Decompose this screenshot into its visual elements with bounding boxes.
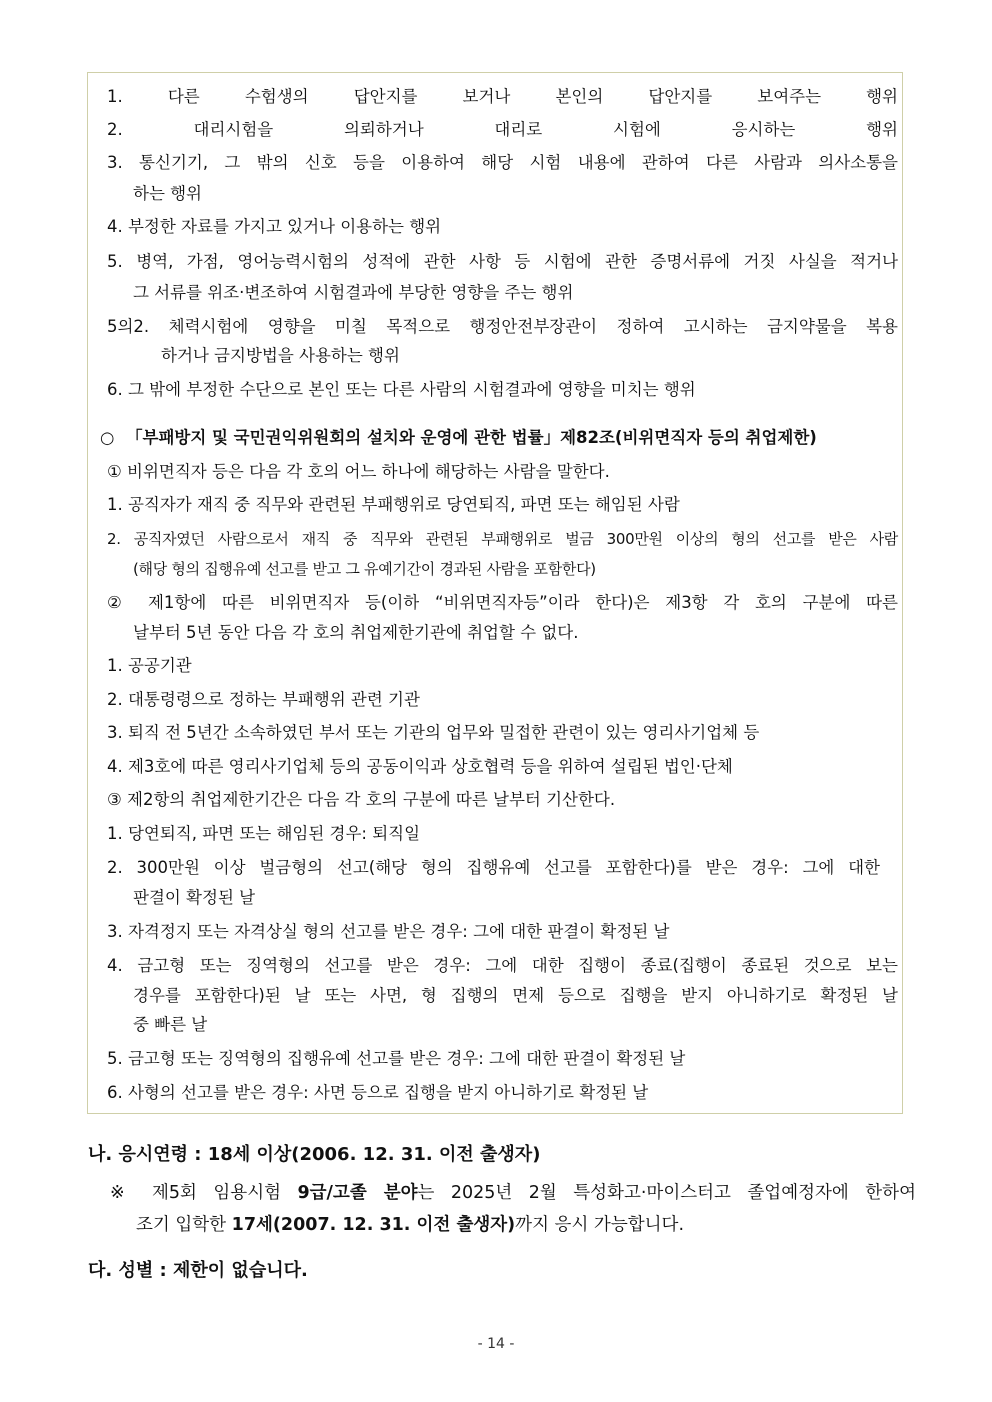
- law-line: 2. 대통령령으로 정하는 부패행위 관련 기관: [107, 690, 420, 709]
- law-line: 중 빠른 날: [133, 1015, 208, 1034]
- note-mark: ※: [110, 1183, 136, 1203]
- law-heading: [100, 424, 898, 452]
- law-line: 4. 제3호에 따른 영리사기업체 등의 공동이익과 상호협력 등을 위하여 설립된 법인·단체: [107, 757, 733, 776]
- law-line: 3. 퇴직 전 5년간 소속하였던 부서 또는 기관의 업무와 밀접한 관련이 있는 영리사기업체 등: [107, 723, 760, 742]
- box-line: 그 서류를 위조·변조하여 시험결과에 부당한 영향을 주는 행위: [133, 283, 574, 302]
- note-emphasis: 17세(2007. 12. 31. 이전 출생자): [231, 1215, 516, 1235]
- law-line: 1. 당연퇴직, 파면 또는 해임된 경우: 퇴직일: [107, 824, 421, 843]
- section-age-heading: 나. 응시연령 : 18세 이상(2006. 12. 31. 이전 출생자): [88, 1144, 541, 1165]
- box-line: 2. 대리시험을 의뢰하거나 대리로 시험에 응시하는 행위: [107, 120, 898, 139]
- law-line: 2. 공직자였던 사람으로서 재직 중 직무와 관련된 부패행위로 벌금 300만원 이상의 형의 선고를 받은 사람: [107, 530, 898, 548]
- box-line: 1. 다른 수험생의 답안지를 보거나 본인의 답안지를 보여주는 행위: [107, 87, 898, 106]
- box-line: 6. 그 밖에 부정한 수단으로 본인 또는 다른 사람의 시험결과에 영향을 미치는 행위: [107, 380, 696, 399]
- age-note-line1: ※ 제5회 임용시험 9급/고졸 분야는 2025년 2월 특성화고·마이스터고 졸업예정자에 한하여: [110, 1183, 916, 1203]
- law-line: 1. 공공기관: [107, 656, 192, 675]
- box-line: 5의2. 체력시험에 영향을 미칠 목적으로 행정안전부장관이 정하여 고시하는 금지약물을 복용: [107, 317, 898, 336]
- law-line: 5. 금고형 또는 징역형의 집행유예 선고를 받은 경우: 그에 대한 판결이 확정된 날: [107, 1049, 686, 1068]
- law-line: (해당 형의 집행유예 선고를 받고 그 유예기간이 경과된 사람을 포함한다): [133, 560, 596, 578]
- age-note-line2: 조기 입학한 17세(2007. 12. 31. 이전 출생자)까지 응시 가능합니다.: [136, 1215, 685, 1235]
- law-line: ① 비위면직자 등은 다음 각 호의 어느 하나에 해당하는 사람을 말한다.: [107, 462, 610, 481]
- law-line: 6. 사형의 선고를 받은 경우: 사면 등으로 집행을 받지 아니하기로 확정된 날: [107, 1083, 649, 1102]
- circle-bullet-icon: ○: [100, 428, 115, 447]
- law-line: 판결이 확정된 날: [133, 888, 256, 907]
- box-line: 5. 병역, 가점, 영어능력시험의 성적에 관한 사항 등 시험에 관한 증명서류에 거짓 사실을 적거나: [107, 252, 898, 271]
- page-number: - 14 -: [477, 1336, 515, 1352]
- note-emphasis: 9급/고졸 분야: [297, 1183, 418, 1203]
- box-line: 하는 행위: [133, 184, 203, 203]
- law-line: 2. 300만원 이상 벌금형의 선고(해당 형의 집행유예 선고를 포함한다)를 받은 경우: 그에 대한: [107, 858, 880, 877]
- law-line: 3. 자격정지 또는 자격상실 형의 선고를 받은 경우: 그에 대한 판결이 확정된 날: [107, 922, 670, 941]
- law-line: 4. 금고형 또는 징역형의 선고를 받은 경우: 그에 대한 집행이 종료(집행이 종료된 것으로 보는: [107, 956, 898, 975]
- law-line: ② 제1항에 따른 비위면직자 등(이하 “비위면직자등”이라 한다)은 제3항 각 호의 구분에 따른: [107, 593, 898, 612]
- section-gender-heading: 다. 성별 : 제한이 없습니다.: [88, 1260, 308, 1281]
- law-heading-text: 「부패방지 및 국민권익위원회의 설치와 운영에 관한 법률」제82조(비위면직자 등의 취업제한): [126, 428, 817, 447]
- box-line: 하거나 금지방법을 사용하는 행위: [161, 346, 400, 365]
- box-line: 4. 부정한 자료를 가지고 있거나 이용하는 행위: [107, 217, 442, 236]
- law-line: 1. 공직자가 재직 중 직무와 관련된 부패행위로 당연퇴직, 파면 또는 해임된 사람: [107, 495, 680, 514]
- box-line: 3. 통신기기, 그 밖의 신호 등을 이용하여 해당 시험 내용에 관하여 다른 사람과 의사소통을: [107, 153, 898, 172]
- law-line: 경우를 포함한다)된 날 또는 사면, 형 집행의 면제 등으로 집행을 받지 아니하기로 확정된 날: [133, 986, 898, 1005]
- law-line: 날부터 5년 동안 다음 각 호의 취업제한기관에 취업할 수 없다.: [133, 623, 579, 642]
- law-line: ③ 제2항의 취업제한기간은 다음 각 호의 구분에 따른 날부터 기산한다.: [107, 790, 616, 809]
